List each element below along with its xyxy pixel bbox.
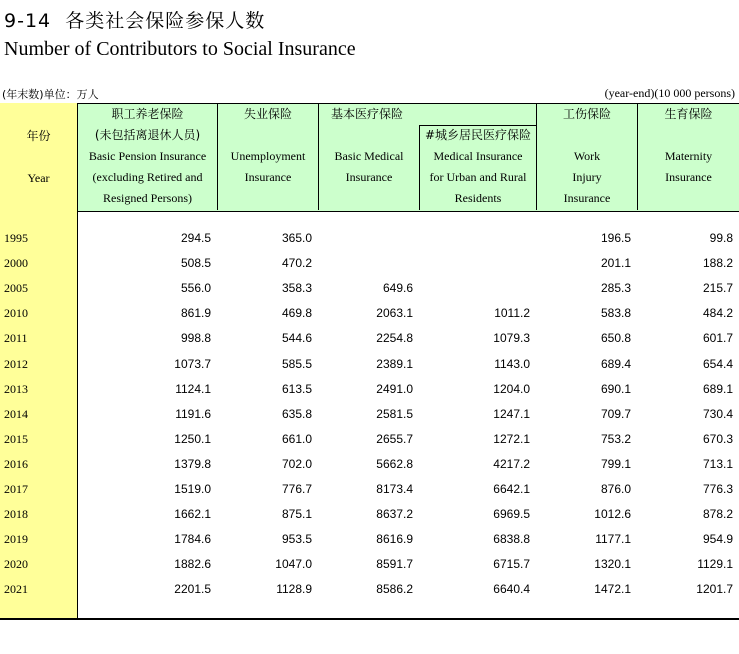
maternity-cell: 99.8 xyxy=(709,231,733,245)
year-cell: 2000 xyxy=(4,256,28,271)
unit-note-en: (year-end)(10 000 persons) xyxy=(604,86,735,100)
year-cell: 2020 xyxy=(4,557,28,572)
header-urban-rural-en3: Residents xyxy=(454,191,502,205)
table-number: 9-14 xyxy=(4,10,52,32)
injury-cell: 1472.1 xyxy=(594,582,631,597)
table-title-en: Number of Contributors to Social Insurance xyxy=(4,38,356,60)
pension-cell: 1519.0 xyxy=(174,482,211,496)
medical-cell: 649.6 xyxy=(382,281,413,296)
injury-cell: 709.7 xyxy=(600,406,631,421)
year-cell: 2010 xyxy=(4,306,28,321)
injury-cell: 201.1 xyxy=(600,256,631,271)
year-cell: 2014 xyxy=(4,406,28,421)
header-injury-cn: 工伤保险 xyxy=(562,107,611,121)
urban-rural-cell: 1204.0 xyxy=(493,381,530,396)
unemployment-cell: 635.8 xyxy=(281,406,312,421)
urban-rural-cell: 1272.1 xyxy=(493,431,530,446)
year-cell: 2018 xyxy=(4,507,28,522)
header-unemployment-cn: 失业保险 xyxy=(243,107,292,121)
header-year-cn: 年份 xyxy=(26,129,51,143)
unemployment-cell: 953.5 xyxy=(281,532,312,547)
pension-cell: 861.9 xyxy=(180,306,211,321)
table-row xyxy=(0,553,739,578)
pension-cell: 1379.8 xyxy=(174,456,211,471)
header-medical-cn: 基本医疗保险 xyxy=(331,107,404,121)
table-bottom-rule xyxy=(0,618,739,620)
urban-rural-cell: 4217.2 xyxy=(493,456,530,471)
header-pension-en3: Resigned Persons) xyxy=(103,191,192,205)
table-row xyxy=(0,478,739,503)
table-row xyxy=(0,503,739,528)
maternity-cell: 1201.7 xyxy=(696,582,733,597)
medical-cell: 8586.2 xyxy=(376,582,413,597)
injury-cell: 690.1 xyxy=(600,381,631,396)
header-urban-rural xyxy=(420,125,536,209)
unemployment-cell: 875.1 xyxy=(281,507,312,522)
maternity-cell: 954.9 xyxy=(702,532,733,547)
medical-cell: 2254.8 xyxy=(376,331,413,346)
pension-cell: 1124.1 xyxy=(175,381,211,396)
unemployment-cell: 469.8 xyxy=(281,306,312,321)
injury-cell: 196.5 xyxy=(600,231,631,245)
maternity-cell: 776.3 xyxy=(702,482,733,496)
header-maternity-en2: Insurance xyxy=(665,170,712,184)
injury-cell: 650.8 xyxy=(600,331,631,346)
medical-cell: 8616.9 xyxy=(376,532,413,547)
year-cell: 2013 xyxy=(4,381,28,396)
injury-cell: 753.2 xyxy=(600,431,631,446)
header-maternity xyxy=(638,104,739,188)
table-row xyxy=(0,378,739,403)
year-cell: 2021 xyxy=(4,582,28,597)
injury-cell: 1320.1 xyxy=(594,557,631,572)
table-row xyxy=(0,578,739,603)
unemployment-cell: 1047.0 xyxy=(275,557,312,572)
year-cell: 2011 xyxy=(4,331,28,346)
header-injury-en1: Work xyxy=(573,149,601,163)
table-title-cn: 各类社会保险参保人数 xyxy=(65,10,266,32)
maternity-cell: 654.4 xyxy=(702,356,733,371)
header-pension-en2: (excluding Retired and xyxy=(92,170,203,184)
table-number-and-title-cn xyxy=(4,6,265,33)
pension-cell: 998.8 xyxy=(180,331,211,346)
header-urban-rural-en1: Medical Insurance xyxy=(433,149,523,163)
header-medical-en2: Insurance xyxy=(345,170,393,184)
unemployment-cell: 613.5 xyxy=(281,381,312,396)
unemployment-cell: 358.3 xyxy=(281,281,312,296)
year-cell: 1995 xyxy=(4,231,28,245)
header-urban-rural-cn: #城乡居民医疗保险 xyxy=(424,128,532,142)
pension-cell: 1662.1 xyxy=(174,507,211,522)
urban-rural-cell: 6642.1 xyxy=(493,482,530,496)
header-pension-cn: 职工养老保险 xyxy=(111,107,184,121)
header-injury-en2: Injury xyxy=(572,170,602,184)
header-unemployment-en1: Unemployment xyxy=(230,149,306,163)
pension-cell: 2201.5 xyxy=(174,582,211,597)
header-unemployment xyxy=(218,104,318,188)
urban-rural-cell: 6715.7 xyxy=(493,557,530,572)
header-unemployment-en2: Insurance xyxy=(244,170,292,184)
injury-cell: 583.8 xyxy=(600,306,631,321)
unemployment-cell: 544.6 xyxy=(281,331,312,346)
medical-cell: 2063.1 xyxy=(376,306,413,321)
pension-cell: 556.0 xyxy=(180,281,211,296)
table-row xyxy=(0,227,739,252)
urban-rural-cell: 6969.5 xyxy=(493,507,530,522)
maternity-cell: 713.1 xyxy=(702,456,733,471)
urban-rural-cell: 6640.4 xyxy=(493,582,530,597)
year-cell: 2005 xyxy=(4,281,28,296)
maternity-cell: 730.4 xyxy=(702,406,733,421)
table-row xyxy=(0,528,739,553)
pension-cell: 1250.1 xyxy=(174,431,211,446)
header-year xyxy=(0,126,77,189)
injury-cell: 689.4 xyxy=(600,356,631,371)
medical-cell: 8173.4 xyxy=(376,482,413,496)
maternity-cell: 1129.1 xyxy=(697,557,733,572)
year-cell: 2019 xyxy=(4,532,28,547)
unemployment-cell: 776.7 xyxy=(281,482,312,496)
maternity-cell: 188.2 xyxy=(702,256,733,271)
medical-cell: 2655.7 xyxy=(376,431,413,446)
table-row xyxy=(0,302,739,327)
pension-cell: 294.5 xyxy=(180,231,211,245)
table-row xyxy=(0,353,739,378)
urban-rural-cell: 1011.2 xyxy=(494,306,530,321)
maternity-cell: 601.7 xyxy=(702,331,733,346)
header-year-en: Year xyxy=(27,171,50,185)
medical-cell: 8591.7 xyxy=(376,557,413,572)
injury-cell: 876.0 xyxy=(600,482,631,496)
pension-cell: 1784.6 xyxy=(174,532,211,547)
header-medical-group xyxy=(319,104,419,125)
header-pension xyxy=(78,104,217,209)
pension-cell: 1191.6 xyxy=(175,406,211,421)
header-injury xyxy=(537,104,637,209)
header-pension-en1: Basic Pension Insurance xyxy=(88,149,207,163)
pension-cell: 508.5 xyxy=(180,256,211,271)
pension-cell: 1073.7 xyxy=(174,356,211,371)
injury-cell: 1012.6 xyxy=(594,507,631,522)
table-row xyxy=(0,277,739,302)
maternity-cell: 215.7 xyxy=(702,281,733,296)
table-row xyxy=(0,327,739,352)
injury-cell: 1177.1 xyxy=(595,532,631,547)
maternity-cell: 670.3 xyxy=(702,431,733,446)
unemployment-cell: 470.2 xyxy=(281,256,312,271)
urban-rural-cell: 6838.8 xyxy=(493,532,530,547)
injury-cell: 799.1 xyxy=(600,456,631,471)
table-row xyxy=(0,403,739,428)
maternity-cell: 878.2 xyxy=(702,507,733,522)
pension-cell: 1882.6 xyxy=(174,557,211,572)
medical-cell: 2581.5 xyxy=(376,406,413,421)
urban-rural-cell: 1143.0 xyxy=(494,356,530,371)
header-injury-en3: Insurance xyxy=(563,191,611,205)
year-cell: 2015 xyxy=(4,431,28,446)
header-pension-cn-note: (未包括离退休人员) xyxy=(94,128,201,142)
unit-note-cn: (年末数)单位：万人 xyxy=(2,88,99,101)
header-medical-en1: Basic Medical xyxy=(334,149,404,163)
unemployment-cell: 365.0 xyxy=(281,231,312,245)
year-cell: 2017 xyxy=(4,482,28,496)
table-row xyxy=(0,428,739,453)
maternity-cell: 484.2 xyxy=(702,306,733,321)
medical-cell: 8637.2 xyxy=(376,507,413,522)
urban-rural-cell: 1247.1 xyxy=(493,406,530,421)
unemployment-cell: 1128.9 xyxy=(276,582,312,597)
table-row xyxy=(0,252,739,277)
unemployment-cell: 585.5 xyxy=(281,356,312,371)
medical-cell: 5662.8 xyxy=(376,456,413,471)
unemployment-cell: 661.0 xyxy=(281,431,312,446)
medical-cell: 2389.1 xyxy=(376,356,413,371)
year-cell: 2012 xyxy=(4,356,28,371)
injury-cell: 285.3 xyxy=(600,281,631,296)
unemployment-cell: 702.0 xyxy=(281,456,312,471)
urban-rural-cell: 1079.3 xyxy=(493,331,530,346)
maternity-cell: 689.1 xyxy=(702,381,733,396)
header-maternity-en1: Maternity xyxy=(664,149,713,163)
table-row xyxy=(0,453,739,478)
medical-cell: 2491.0 xyxy=(376,381,413,396)
header-urban-rural-en2: for Urban and Rural xyxy=(429,170,527,184)
year-cell: 2016 xyxy=(4,456,28,471)
header-medical xyxy=(319,146,419,188)
header-maternity-cn: 生育保险 xyxy=(664,107,713,121)
